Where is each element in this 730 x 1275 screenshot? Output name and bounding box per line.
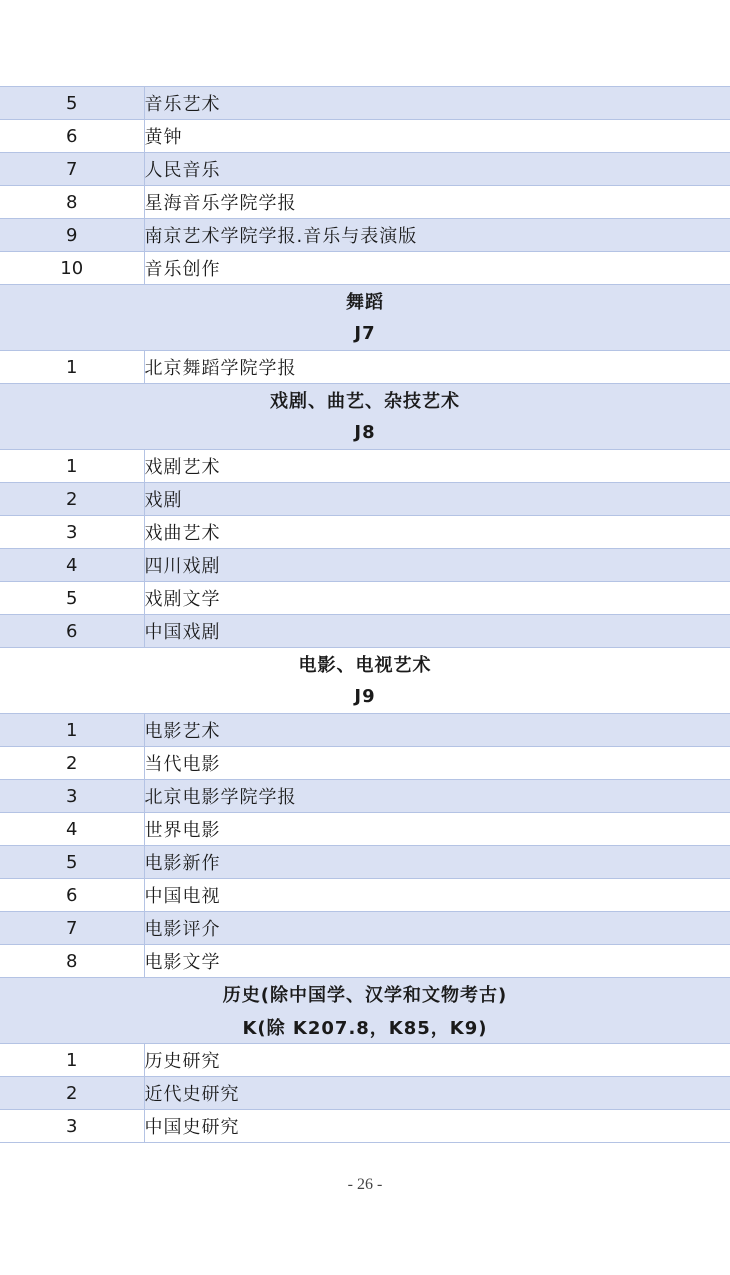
journal-name: 北京电影学院学报 — [144, 780, 730, 813]
journal-name: 戏剧 — [144, 483, 730, 516]
journal-name: 中国电视 — [144, 879, 730, 912]
journal-name: 星海音乐学院学报 — [144, 186, 730, 219]
row-number: 6 — [0, 879, 144, 912]
row-number: 4 — [0, 549, 144, 582]
journal-name: 人民音乐 — [144, 153, 730, 186]
table-row — [0, 120, 730, 153]
section-code: K(除 K207.8，K85，K9) — [0, 1011, 730, 1044]
row-number: 3 — [0, 516, 144, 549]
row-number: 6 — [0, 615, 144, 648]
table-row — [0, 153, 730, 186]
table-row — [0, 582, 730, 615]
row-number: 6 — [0, 120, 144, 153]
section-header-row — [0, 648, 730, 681]
journal-name: 音乐创作 — [144, 252, 730, 285]
table-row — [0, 1044, 730, 1077]
table-row — [0, 1077, 730, 1110]
row-number: 1 — [0, 714, 144, 747]
journal-name: 四川戏剧 — [144, 549, 730, 582]
row-number: 8 — [0, 186, 144, 219]
row-number: 1 — [0, 351, 144, 384]
table-row — [0, 714, 730, 747]
table-row — [0, 780, 730, 813]
row-number: 7 — [0, 153, 144, 186]
section-code-row — [0, 318, 730, 351]
table-row — [0, 549, 730, 582]
journal-table — [0, 86, 730, 1143]
table-row — [0, 450, 730, 483]
table-row — [0, 615, 730, 648]
journal-name: 电影新作 — [144, 846, 730, 879]
row-number: 1 — [0, 450, 144, 483]
section-title: 电影、电视艺术 — [298, 655, 432, 677]
row-number: 5 — [0, 87, 144, 120]
row-number: 3 — [0, 780, 144, 813]
table-row — [0, 87, 730, 120]
journal-name: 戏曲艺术 — [144, 516, 730, 549]
table-row — [0, 846, 730, 879]
table-row — [0, 813, 730, 846]
journal-name: 戏剧艺术 — [144, 450, 730, 483]
row-number: 9 — [0, 219, 144, 252]
page-number: - 26 - — [347, 1176, 383, 1193]
section-code-row — [0, 681, 730, 714]
table-row — [0, 747, 730, 780]
row-number: 5 — [0, 846, 144, 879]
row-number: 3 — [0, 1110, 144, 1143]
table-row — [0, 945, 730, 978]
table-row — [0, 219, 730, 252]
journal-table-body — [0, 87, 730, 1143]
journal-name: 当代电影 — [144, 747, 730, 780]
journal-name: 电影艺术 — [144, 714, 730, 747]
journal-name: 南京艺术学院学报.音乐与表演版 — [144, 219, 730, 252]
journal-name: 北京舞蹈学院学报 — [144, 351, 730, 384]
section-code: J7 — [0, 318, 730, 351]
row-number: 8 — [0, 945, 144, 978]
journal-name: 电影评介 — [144, 912, 730, 945]
section-code-row — [0, 417, 730, 450]
table-row — [0, 516, 730, 549]
section-header-row — [0, 285, 730, 318]
section-code: J8 — [0, 417, 730, 450]
table-row — [0, 351, 730, 384]
row-number: 1 — [0, 1044, 144, 1077]
table-row — [0, 252, 730, 285]
row-number: 2 — [0, 483, 144, 516]
journal-name: 黄钟 — [144, 120, 730, 153]
row-number: 10 — [0, 252, 144, 285]
section-code-row — [0, 1011, 730, 1044]
journal-name: 历史研究 — [144, 1044, 730, 1077]
journal-name: 电影文学 — [144, 945, 730, 978]
section-title: 戏剧、曲艺、杂技艺术 — [0, 384, 730, 417]
row-number: 2 — [0, 1077, 144, 1110]
table-row — [0, 879, 730, 912]
journal-name: 中国戏剧 — [144, 615, 730, 648]
section-title: 历史(除中国学、汉学和文物考古) — [0, 978, 730, 1011]
journal-name: 中国史研究 — [144, 1110, 730, 1143]
journal-name: 戏剧文学 — [144, 582, 730, 615]
row-number: 2 — [0, 747, 144, 780]
table-row — [0, 186, 730, 219]
journal-name: 音乐艺术 — [144, 87, 730, 120]
section-title: 舞蹈 — [0, 285, 730, 318]
section-header-row — [0, 384, 730, 417]
section-code: J9 — [0, 681, 730, 714]
row-number: 5 — [0, 582, 144, 615]
table-row — [0, 1110, 730, 1143]
row-number: 7 — [0, 912, 144, 945]
table-row — [0, 483, 730, 516]
journal-name: 世界电影 — [144, 813, 730, 846]
row-number: 4 — [0, 813, 144, 846]
journal-name: 近代史研究 — [144, 1077, 730, 1110]
table-row — [0, 912, 730, 945]
section-header-row — [0, 978, 730, 1011]
